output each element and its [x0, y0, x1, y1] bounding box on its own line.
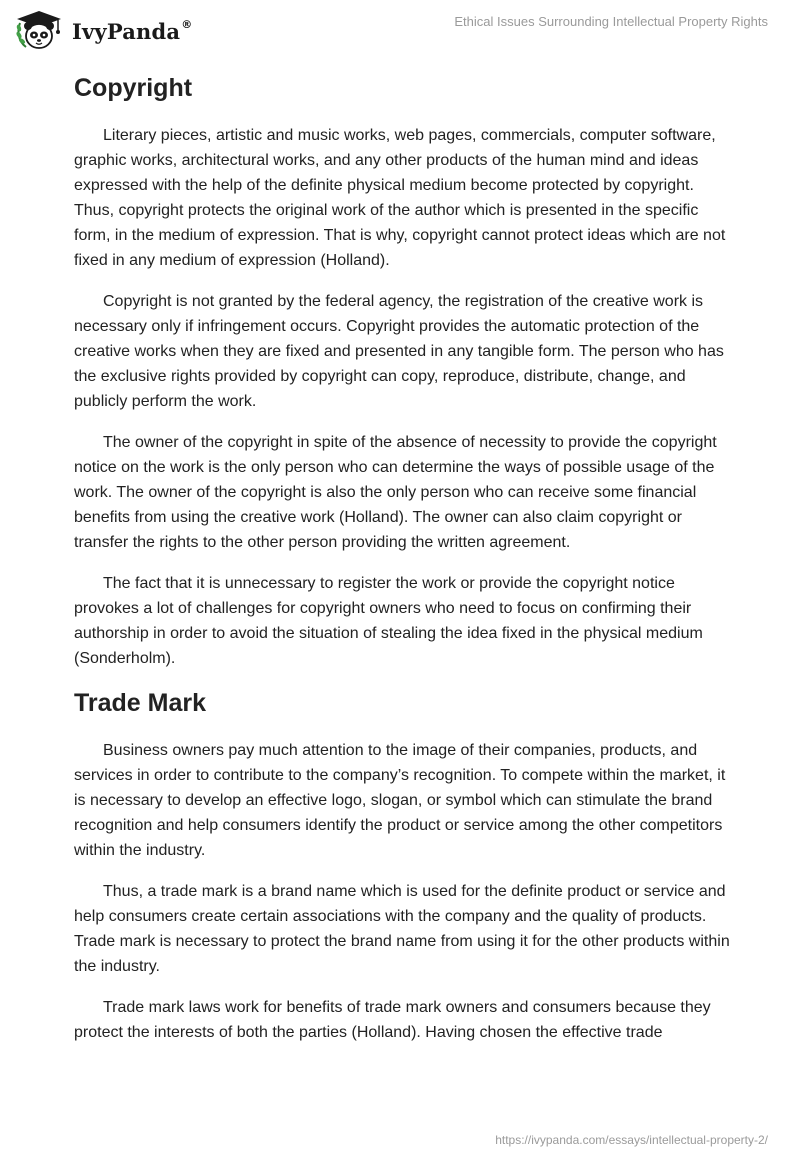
paragraph: The fact that it is unnecessary to register the work or provide the copyright notice provokes a lot of challenges for copyright owners who need to focus on confirming their authorship in order to avoid the situation of stealing the idea fixed in the physical medium (Sonderholm).: [74, 575, 703, 667]
paragraph: Trade mark laws work for benefits of trade mark owners and consumers because they protect the interests of both the parties (Holland). Having chosen the effective trade: [74, 999, 711, 1041]
essay-content: [74, 72, 734, 1061]
paragraph: Literary pieces, artistic and music works, web pages, commercials, computer software, graphic works, architectural works, and any other products of the human mind and ideas expressed with the help of the definite physical medium become protected by copyright. Thus, copyright protects the original work of the author which is presented in the specific form, in the medium of expression. That is why, copyright cannot protect ideas which are not fixed in any medium of expression (Holland).: [74, 127, 726, 269]
paragraph: Copyright is not granted by the federal agency, the registration of the creative work is necessary only if infringement occurs. Copyright provides the automatic protection of the creative works when they are fixed and presented in any tangible form. The person who has the exclusive rights provided by copyright can copy, reproduce, distribute, change, and publicly perform the work.: [74, 293, 724, 410]
section-copyright-body: [74, 123, 734, 671]
logo-wordmark: IvyPanda®: [72, 17, 193, 44]
section-trade-mark-body: [74, 738, 734, 1045]
panda-logo-icon: [14, 9, 64, 51]
section-heading-copyright: Copyright: [74, 74, 193, 102]
ivypanda-logo[interactable]: [14, 8, 192, 52]
page-header: [0, 0, 800, 60]
document-title: Ethical Issues Surrounding Intellectual Property Rights: [454, 14, 768, 29]
paragraph: Business owners pay much attention to the image of their companies, products, and services in order to contribute to the company’s recognition. To compete within the market, it is necessary to develop an effective logo, slogan, or symbol which can stimulate the brand recognition and help consumers identify the product or service among the other competitors within the industry.: [74, 742, 726, 859]
section-heading-trade-mark: Trade Mark: [74, 689, 207, 717]
source-url[interactable]: https://ivypanda.com/essays/intellectual-property-2/: [495, 1133, 768, 1147]
paragraph: Thus, a trade mark is a brand name which is used for the definite product or service and help consumers create certain associations with the company and the quality of products. Trade mark is necessary to protect the brand name from using it for the other products within the industry.: [74, 883, 730, 975]
paragraph: The owner of the copyright in spite of the absence of necessity to provide the copyright notice on the work is the only person who can determine the ways of possible usage of the work. The owner of the copyright is also the only person who can receive some financial benefits from using the creative work (Holland). The owner can also claim copyright or transfer the rights to the other person providing the written agreement.: [74, 434, 717, 551]
